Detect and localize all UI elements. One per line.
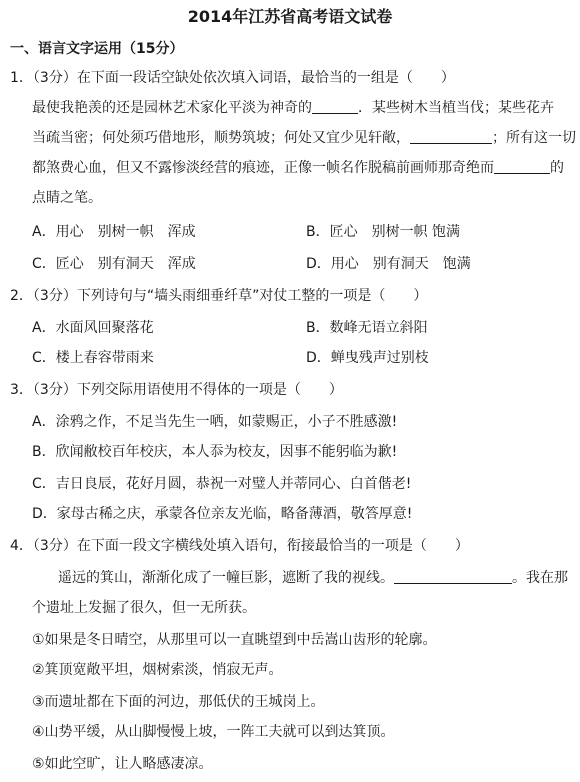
question-3-stem: 3．（3分）下列交际用语使用不得体的一项是（ ）	[10, 382, 343, 398]
question-3-option-b: B．欣闻敝校百年校庆，本人忝为校友，因事不能躬临为歉!	[32, 444, 398, 460]
question-4-sentence-2: ②箕顶宽敞平坦，烟树索淡，悄寂无声。	[32, 662, 283, 678]
question-1-passage-line-4: 点睛之笔。	[32, 190, 102, 206]
question-4-sentence-4: ④山势平缓，从山脚慢慢上坡，一阵工夫就可以到达箕顶。	[32, 724, 395, 740]
question-1-option-a: A．用心 别树一帜 浑成	[32, 224, 196, 240]
question-3-option-a: A．涂鸦之作，不足当先生一哂，如蒙赐正，小子不胜感激!	[32, 414, 398, 430]
question-4-sentence-5: ⑤如此空旷，让人略感凄凉。	[32, 756, 213, 772]
passage-text: 都煞费心血，但又不露惨淡经营的痕迹，正像一帧名作脱稿前画师那奇绝而	[32, 160, 494, 176]
passage-text: ．某些树木当植当伐；某些花卉	[358, 100, 554, 116]
question-3-option-c: C．吉日良辰，花好月圆，恭祝一对璧人并蒂同心、白首偕老!	[32, 476, 412, 492]
question-2-option-a: A．水面风回聚落花	[32, 320, 154, 336]
passage-text: 遥远的箕山，渐渐化成了一幢巨影，遮断了我的视线。	[58, 570, 394, 586]
question-2-option-d: D．蝉曳残声过别枝	[306, 350, 429, 366]
passage-text: ；所有这一切	[492, 130, 576, 146]
question-1-option-d: D．用心 别有洞天 饱满	[306, 256, 471, 272]
answer-blank	[494, 159, 550, 174]
question-2-stem: 2．（3分）下列诗句与“墙头雨细垂纤草”对仗工整的一项是（ ）	[10, 288, 428, 304]
passage-text: 。我在那	[512, 570, 568, 586]
question-3-option-d: D．家母古稀之庆，承蒙各位亲友光临，略备薄酒，敬答厚意!	[32, 506, 413, 522]
answer-blank	[410, 129, 492, 144]
question-4-passage-line-1	[58, 568, 568, 588]
question-1-passage-line-3	[32, 158, 564, 178]
section-heading: 一、语言文字运用（15分）	[10, 41, 184, 57]
passage-text: 的	[550, 160, 564, 176]
answer-blank	[394, 569, 512, 584]
question-4-stem: 4．（3分）在下面一段文字横线处填入语句，衔接最恰当的一项是（ ）	[10, 538, 469, 554]
question-2-option-c: C．楼上春容带雨来	[32, 350, 154, 366]
question-1-option-c: C．匠心 别有洞天 浑成	[32, 256, 196, 272]
question-4-sentence-1: ①如果是冬日晴空，从那里可以一直眺望到中岳嵩山齿形的轮廓。	[32, 632, 437, 648]
page-title: 2014年江苏省高考语文试卷	[187, 7, 393, 26]
question-1-passage-line-1	[32, 98, 554, 118]
question-1-stem: 1．（3分）在下面一段话空缺处依次填入词语，最恰当的一组是（ ）	[10, 70, 455, 86]
question-1-option-b: B．匠心 别树一帜 饱满	[306, 224, 461, 240]
question-1-passage-line-2	[32, 128, 576, 148]
question-4-sentence-3: ③而遗址都在下面的河边，那低伏的王城岗上。	[32, 694, 325, 710]
answer-blank	[312, 99, 358, 114]
question-4-passage-line-2: 个遗址上发掘了很久，但一无所获。	[32, 600, 256, 616]
passage-text: 最使我艳羡的还是园林艺术家化平淡为神奇的	[32, 100, 312, 116]
passage-text: 当疏当密；何处须巧借地形，顺势筑坡；何处又宜少见轩敞，	[32, 130, 410, 146]
question-2-option-b: B．数峰无语立斜阳	[306, 320, 428, 336]
